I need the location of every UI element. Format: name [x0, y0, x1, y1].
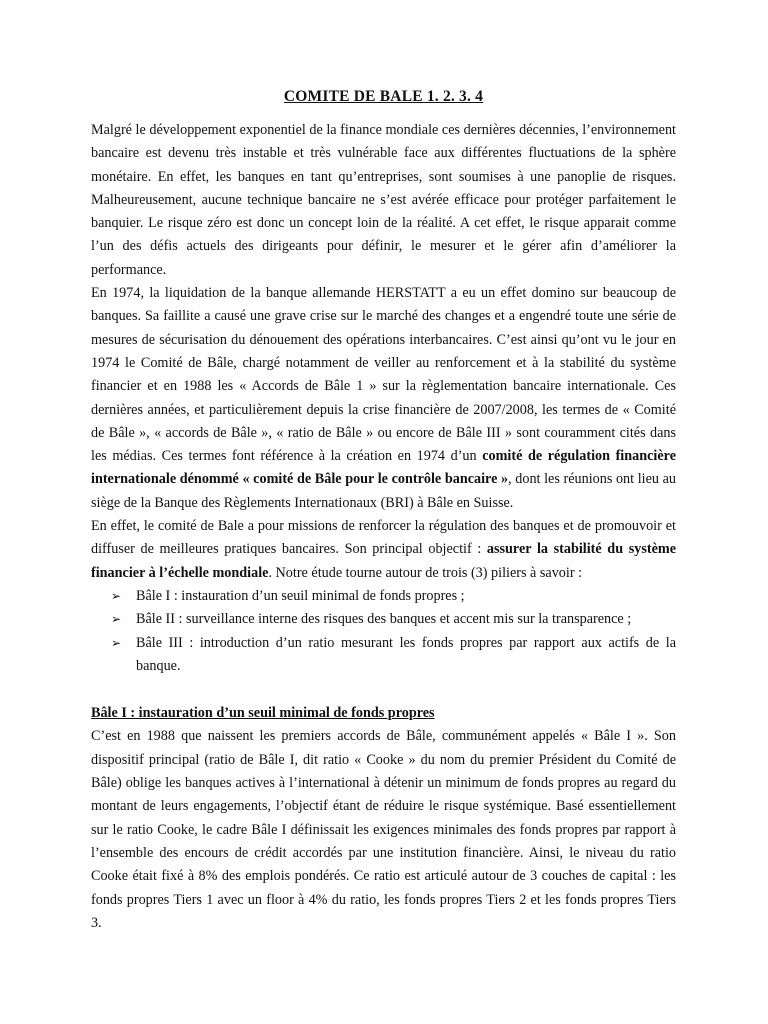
paragraph-intro: Malgré le développement exponentiel de la finance mondiale ces dernières décennies, l’environnement bancaire est devenu très instable et très vulnérable face aux différentes fluctuations de la sphère monétaire. En effet, les banques en tant qu’entreprises, sont soumises à une panoplie de risques. Malheureusement, aucune technique bancaire ne s’est avérée efficace pour protéger parfaitement le banquier. Le risque zéro est donc un concept loin de la réalité. A cet effet, le risque apparait comme l’un des défis actuels des dirigeants pour définir, le mesurer et le gérer afin d’améliorer la performance.	[91, 122, 676, 278]
pillar-text: Bâle II : surveillance interne des risques des banques et accent mis sur la transparence ;	[136, 611, 632, 628]
paragraph-missions	[91, 515, 676, 585]
section-heading-bale-1: Bâle I : instauration d’un seuil minimal de fonds propres	[91, 705, 435, 722]
arrow-right-icon: ➢	[111, 635, 122, 650]
paragraph-history-text: En 1974, la liquidation de la banque allemande HERSTATT a eu un effet domino sur beaucoup de banques. Sa faillite a causé une grave crise sur le marché des changes et a engendré toute une série de mesures de sécurisation du dénouement des opérations interbancaires. C’est ainsi qu’ont vu le jour en 1974 le Comité de Bâle, chargé notamment de veiller au renforcement et à la stabilité du système financier et en 1988 les « Accords de Bâle 1 » sur la règlementation bancaire internationale. Ces dernières années, et particulièrement depuis la crise financière de 2007/2008, les termes de « Comité de Bâle », « accords de Bâle », « ratio de Bâle » ou encore de Bâle III » sont couramment cités dans les médias. Ces termes font référence à la création en 1974 d’un	[91, 285, 676, 465]
paragraph-bale-1: C’est en 1988 que naissent les premiers accords de Bâle, communément appelés « Bâle I ». Son dispositif principal (ratio de Bâle I, dit ratio « Cooke » du nom du premier Président du Comité de Bâle) oblige les banques actives à l’international à détenir un minimum de fonds propres au regard du montant de leurs engagements, l’objectif étant de réduire le risque systémique. Basé essentiellement sur le ratio Cooke, le cadre Bâle I définissait les exigences minimales des fonds propres par rapport à l’ensemble des encours de crédit accordés par une institution financière. Ainsi, le niveau du ratio Cooke était fixé à 8% des emplois pondérés. Ce ratio est articulé autour de 3 couches de capital : les fonds propres Tiers 1 avec un floor à 4% du ratio, les fonds propres Tiers 2 et les fonds propres Tiers 3.	[91, 728, 676, 931]
paragraph-missions-tail: . Notre étude tourne autour de trois (3) piliers à savoir :	[268, 564, 583, 581]
pillar-text: Bâle III : introduction d’un ratio mesurant les fonds propres par rapport aux actifs de la banque.	[136, 634, 676, 674]
paragraph-history-tail: , dont les réunions ont lieu au siège de la Banque des Règlements Internationaux (BRI) à Bâle en Suisse.	[91, 471, 676, 511]
pillars-list	[91, 585, 676, 678]
paragraph-missions-bold: assurer la stabilité du système financier à l’échelle mondiale	[91, 541, 676, 581]
paragraph-history-bold: comité de régulation financière internationale dénommé « comité de Bâle pour le contrôle bancaire »	[91, 448, 676, 488]
list-item	[111, 585, 676, 608]
list-item	[111, 608, 676, 631]
arrow-right-icon: ➢	[111, 588, 122, 603]
list-item	[111, 632, 676, 679]
paragraph-missions-text: En effet, le comité de Bale a pour missions de renforcer la régulation des banques et de promouvoir et diffuser de meilleures pratiques bancaires. Son principal objectif :	[91, 518, 676, 558]
paragraph-history	[91, 282, 676, 515]
page-title: COMITE DE BALE 1. 2. 3. 4	[283, 88, 484, 105]
pillar-text: Bâle I : instauration d’un seuil minimal de fonds propres ;	[136, 587, 465, 604]
arrow-right-icon: ➢	[111, 612, 122, 627]
